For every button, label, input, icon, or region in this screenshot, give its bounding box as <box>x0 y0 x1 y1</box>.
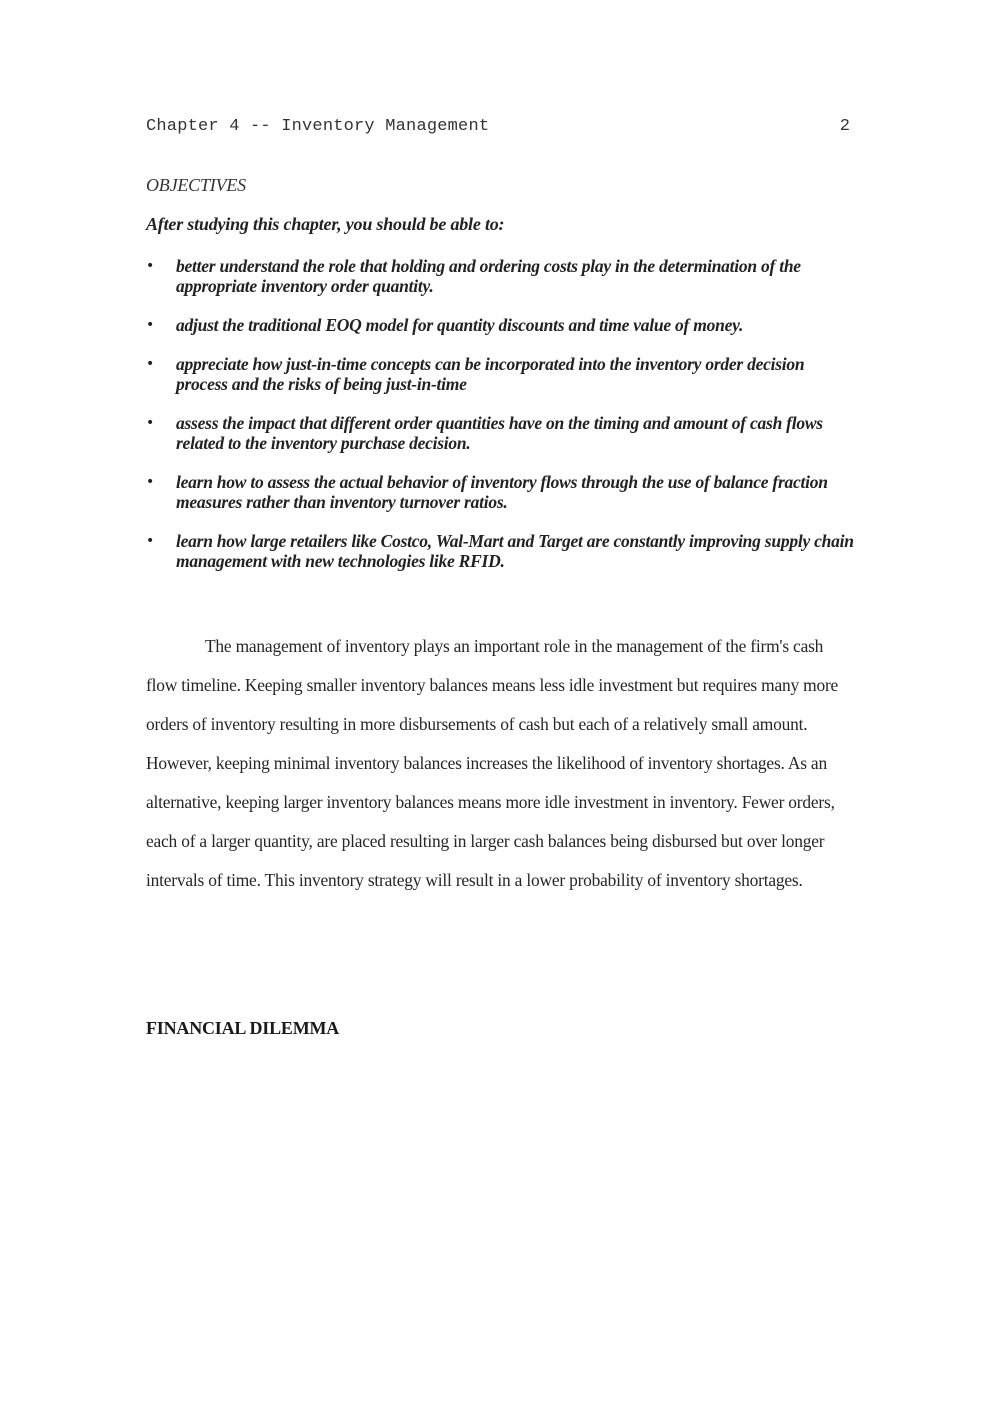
objective-item <box>146 256 858 296</box>
bullet-icon: • <box>146 317 155 333</box>
objective-text: adjust the traditional EOQ model for quantity discounts and time value of money. <box>176 315 744 335</box>
objective-item <box>146 413 858 453</box>
page-header <box>146 117 850 139</box>
objective-text: learn how large retailers like Costco, Wal-Mart and Target are constantly improving supply chain management with new technologies like RFID. <box>176 531 854 571</box>
objective-text: learn how to assess the actual behavior of inventory flows through the use of balance fraction measures rather than inventory turnover ratios. <box>176 472 828 512</box>
chapter-title: Chapter 4 -- Inventory Management <box>146 117 490 136</box>
bullet-icon: • <box>146 258 155 274</box>
objective-text: appreciate how just-in-time concepts can be incorporated into the inventory order decision process and the risks of being just-in-time <box>176 354 805 394</box>
objectives-list <box>146 256 858 590</box>
objective-item <box>146 315 858 335</box>
objectives-heading: OBJECTIVES <box>146 175 246 195</box>
section-heading: FINANCIAL DILEMMA <box>146 1018 340 1038</box>
bullet-icon: • <box>146 533 155 549</box>
objective-text: better understand the role that holding and ordering costs play in the determination of the appropriate inventory order quantity. <box>176 256 801 296</box>
objectives-intro: After studying this chapter, you should be able to: <box>146 214 505 234</box>
page-number: 2 <box>839 117 850 136</box>
bullet-icon: • <box>146 356 155 372</box>
objective-item <box>146 354 858 394</box>
bullet-icon: • <box>146 474 155 490</box>
objective-item <box>146 472 858 512</box>
objective-text: assess the impact that different order quantities have on the timing and amount of cash flows related to the inventory purchase decision. <box>176 413 823 453</box>
body-paragraph: The management of inventory plays an important role in the management of the firm's cash flow timeline. Keeping smaller inventory balances means less idle investment but requires many more orders of inventory resulting in more disbursements of cash but each of a relatively small amount. However, keeping minimal inventory balances increases the likelihood of inventory shortages. As an alternative, keeping larger inventory balances means more idle investment in inventory. Fewer orders, each of a larger quantity, are placed resulting in larger cash balances being disbursed but over longer intervals of time. This inventory strategy will result in a lower probability of inventory shortages. <box>146 636 839 890</box>
objective-item <box>146 531 858 571</box>
bullet-icon: • <box>146 415 155 431</box>
